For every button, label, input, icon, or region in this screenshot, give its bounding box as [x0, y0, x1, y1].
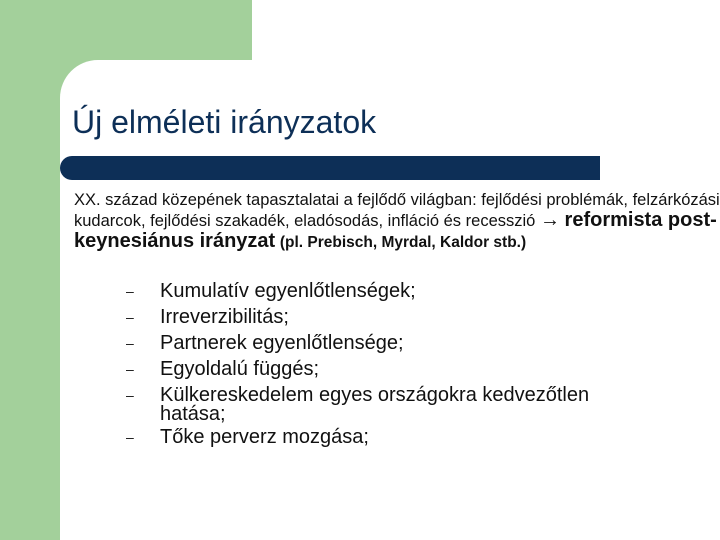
list-item-text: Külkereskedelem egyes országokra kedvezőtlen	[160, 384, 590, 406]
list-item	[126, 424, 680, 450]
list-item	[126, 382, 680, 424]
emphasis-text: reformista post-keynesiánus irányzat	[74, 209, 717, 252]
dash-icon: –	[126, 387, 134, 403]
list-item-text: Kumulatív egyenlőtlenségek;	[160, 280, 416, 302]
list-item-continuation: hatása;	[160, 403, 226, 425]
list-item-text: Tőke perverz mozgása;	[160, 426, 369, 448]
list-item-text: Egyoldalú függés;	[160, 358, 320, 380]
list-item	[126, 304, 680, 330]
title-underline-bar	[60, 156, 600, 180]
intro-text: XX. század közepének tapasztalatai a fejlődő világban: fejlődési problémák, felzárkózási kudarcok, fejlődési szakadék, eladósodás, infláció és recesszió	[74, 191, 720, 230]
arrow-icon: →	[539, 209, 560, 231]
dash-icon: –	[126, 283, 134, 299]
intro-paragraph	[74, 190, 720, 253]
bullet-list	[126, 278, 680, 450]
dash-icon: –	[126, 361, 134, 377]
slide-title: Új elméleti irányzatok	[72, 104, 377, 140]
list-item-text: Partnerek egyenlőtlensége;	[160, 332, 404, 354]
list-item-text: Irreverzibilitás;	[160, 306, 289, 328]
note-text: (pl. Prebisch, Myrdal, Kaldor stb.)	[279, 234, 527, 251]
dash-icon: –	[126, 309, 134, 325]
list-item	[126, 356, 680, 382]
list-item	[126, 278, 680, 304]
list-item	[126, 330, 680, 356]
dash-icon: –	[126, 335, 134, 351]
dash-icon: –	[126, 429, 134, 445]
